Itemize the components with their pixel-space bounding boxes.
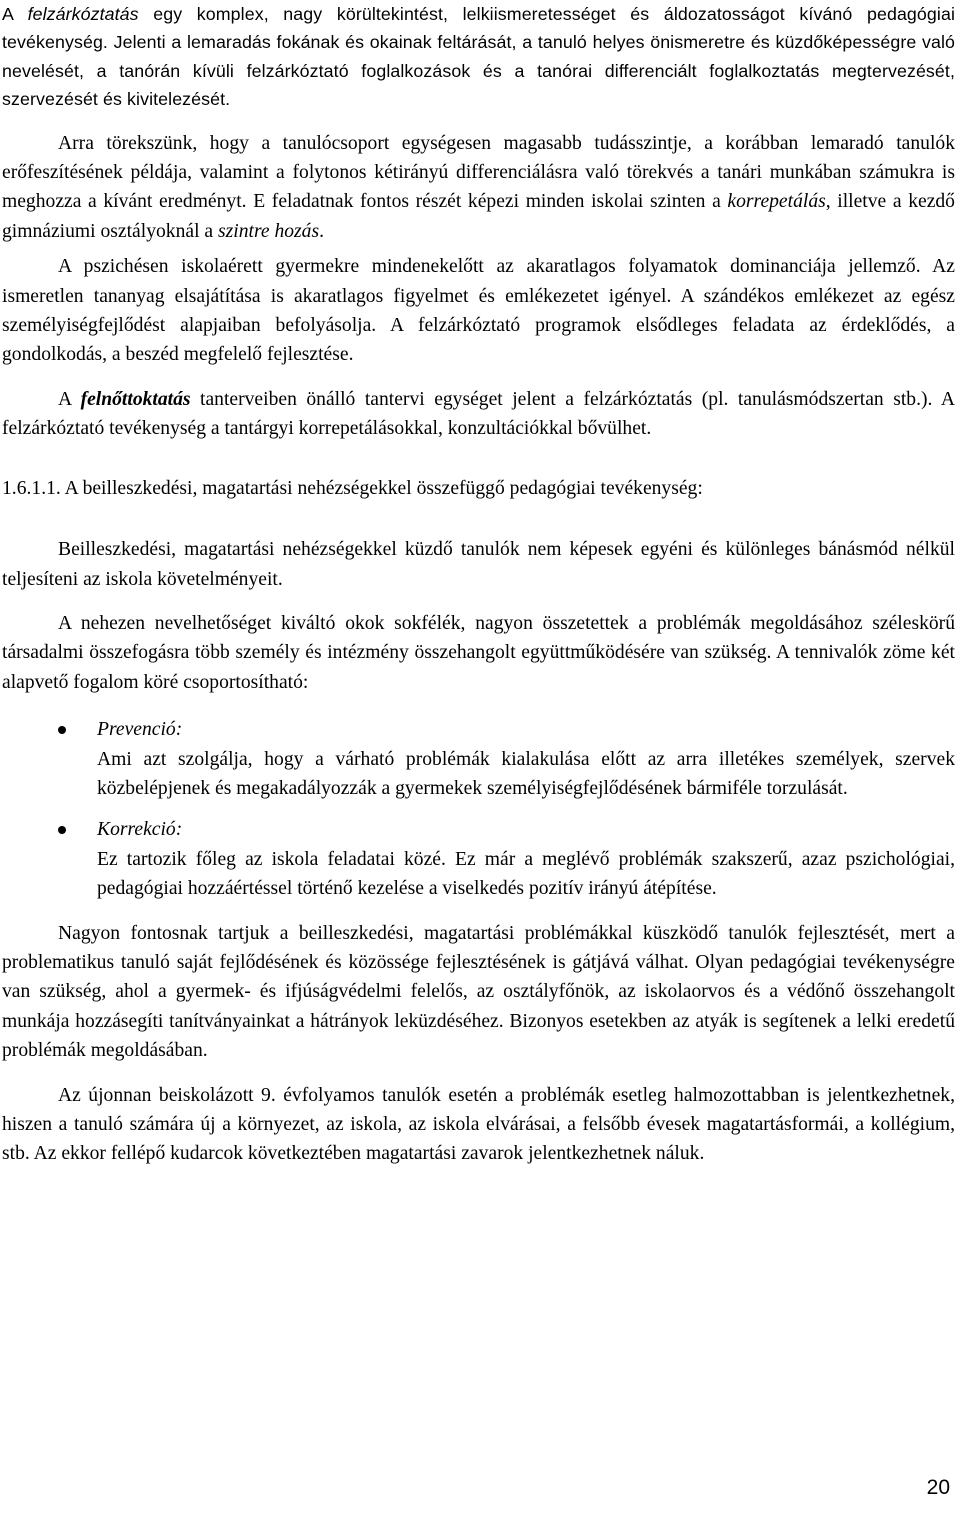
paragraph-text: A (58, 388, 81, 410)
bullet-title: Korrekció: (97, 819, 183, 841)
term-felnottoktatas: felnőttoktatás (80, 388, 191, 410)
bullet-text: Ez tartozik főleg az iskola feladatai közé. Ez már a meglévő problémák szakszerű, azaz pszichológiai, pedagógiai hozzáértéssel történő kezelése a viselkedés pozitív irányú átépítése. (97, 848, 955, 900)
paragraph-text: tanterveiben önálló tantervi egységet jelent a felzárkóztatás (pl. tanulásmódszertan stb.). A felzárkóztató tevékenység a tantárgyi korrepetálásokkal, konzultációkkal bővülhet. (2, 388, 955, 440)
paragraph-text: , illetve a kezdő gimnáziumi osztályoknál a (2, 191, 955, 242)
bullet-text: Ami azt szolgálja, hogy a várható problémák kialakulása előtt az arra illetékes személyek, szervek közbelépjenek és megakadályozzák a gyermekek személyiségfejlődésének bármiféle torzulását. (97, 748, 955, 799)
paragraph-beilleszkedesi: Beilleszkedési, magatartási nehézségekkel küzdő tanulók nem képesek egyéni és különleges bánásmód nélkül teljesíteni az iskola követelményeit. (2, 539, 955, 590)
bullet-dot-icon (58, 726, 66, 734)
page-number: 20 (926, 1476, 950, 1499)
bullet-title: Prevenció: (97, 719, 183, 741)
term-felzarkoztatas: felzárkóztatás (27, 4, 139, 24)
paragraph-nehezen-nevelhetoseg: A nehezen nevelhetőséget kiváltó okok sokfélék, nagyon összetettek a problémák megoldásához széleskörű társadalmi összefogásra több személy és intézmény összehangolt együttműködésére van szükség. A tennivalók zöme két alapvető fogalom köré csoportosítható: (2, 612, 955, 693)
paragraph-text: Arra törekszünk, hogy a tanulócsoport egységesen magasabb tudásszintje, a korábban lemaradó tanulók erőfeszítésének példája, valamint a folytonos kétirányú differenciálásra való törekvés a tanári munkában számukra is meghozza a kívánt eredményt. E feladatnak fontos részét képezi minden iskolai szinten a (2, 132, 955, 213)
paragraph-fejlesztes: Nagyon fontosnak tartjuk a beilleszkedési, magatartási problémákkal küszködő tanulók fejlesztését, mert a problematikus tanuló saját fejlődésének és közössége fejlesztésének is gátjává válhat. Olyan pedagógiai tevékenységre van szükség, ahol a gyermek- és ifjúságvédelmi felelős, az osztályfőnök, az iskolaorvos és a védőnő összehangolt munkája hozzásegíti tanítványainkat a hátrányok leküzdéséhez. Bizonyos esetekben az atyák is segítenek a lelki eredetű problémák megoldásában. (2, 922, 955, 1062)
term-szintre-hozas: szintre hozás (218, 220, 320, 242)
bullet-list (2, 715, 955, 903)
section-heading: 1.6.1.1. A beilleszkedési, magatartási nehézségekkel összefüggő pedagógiai tevékenység: (2, 477, 703, 499)
paragraph-korrepetalas (2, 129, 955, 247)
paragraph-text: A (2, 4, 28, 24)
bullet-item-prevencio (2, 715, 955, 803)
paragraph-beiskolazott: Az újonnan beiskolázott 9. évfolyamos tanulók esetén a problémák esetleg halmozottabban is jelentkezhetnek, hiszen a tanuló számára új a környezet, az iskola, az iskola elvárásai, a felsőbb évesek magatartásformái, a kollégium, stb. Az ekkor fellépő kudarcok következtében magatartási zavarok jelentkezhetnek náluk. (2, 1084, 955, 1165)
paragraph-felzarkoztatas (2, 0, 955, 114)
bullet-item-korrekcio (2, 815, 955, 903)
paragraph-felnottoktatas (2, 385, 955, 444)
paragraph-iskolaerett: A pszichésen iskolaérett gyermekre mindenekelőtt az akaratlagos folyamatok dominanciája jellemző. Az ismeretlen tananyag elsajátítása is akaratlagos figyelmet és emlékezetet igényel. A szándékos emlékezet az egész személyiségfejlődést alapjaiban befolyásolja. A felzárkóztató programok elsődleges feladata az érdeklődés, a gondolkodás, a beszéd megfelelő fejlesztése. (2, 256, 955, 366)
term-korrepetalas: korrepetálás (727, 191, 826, 213)
document-page (2, 0, 955, 1169)
paragraph-text: egy komplex, nagy körültekintést, lelkiismeretességet és áldozatosságot kívánó pedagógiai tevékenység. Jelenti a lemaradás fokának és okainak feltárását, a tanuló helyes önismeretre és küzdőképességre való nevelését, a tanórán kívüli felzárkóztató foglalkozások és a tanórai differenciált foglalkoztatás megtervezését, szervezését és kivitelezését. (2, 4, 955, 110)
paragraph-text: . (319, 220, 325, 242)
bullet-dot-icon (58, 826, 66, 834)
